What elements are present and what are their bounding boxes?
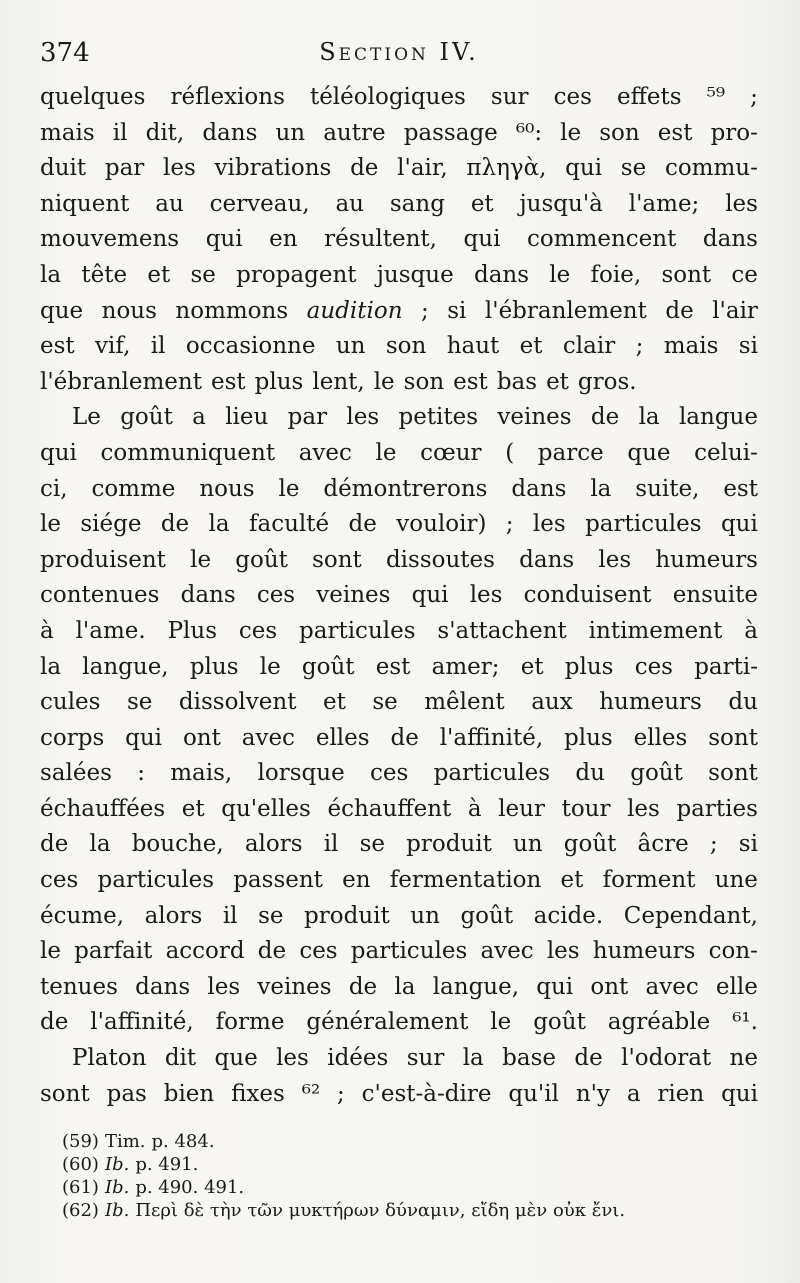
text-line: est vif, il occasionne un son haut et clair ; mais si	[40, 333, 758, 360]
text-line: Platon dit que les idées sur la base de l'odorat ne	[72, 1045, 758, 1072]
running-head: Section IV.	[319, 38, 479, 66]
footnote-reference: Ib.	[104, 1154, 130, 1175]
text-line: qui communiquent avec le cœur ( parce que celui-	[40, 439, 758, 466]
page-number: 374	[40, 38, 90, 68]
footnote-reference: Ib.	[104, 1200, 130, 1221]
text-line: duit par les vibrations de l'air, πληγὰ, qui se commu-	[40, 155, 758, 182]
text-line: sont pas bien fixes ⁶² ; c'est-à-dire qu'il n'y a rien qui	[40, 1080, 758, 1107]
footnotes	[62, 1130, 758, 1222]
footnote-text: p. 491.	[135, 1154, 199, 1175]
text-line: échauffées et qu'elles échauffent à leur tour les parties	[40, 795, 758, 822]
footnote-mark: (62)	[62, 1200, 99, 1221]
text-line: cules se dissolvent et se mêlent aux humeurs du	[40, 689, 758, 716]
text-line: de la bouche, alors il se produit un goût âcre ; si	[40, 831, 758, 858]
text-line: la tête et se propagent jusque dans le foie, sont ce	[40, 261, 758, 288]
footnote	[62, 1153, 758, 1176]
footnote-text: Περὶ δὲ τὴν τῶν μυκτήρων δύναμιν, εἴδη μὲν οὐκ ἔνι.	[135, 1200, 626, 1221]
text-line: niquent au cerveau, au sang et jusqu'à l'ame; les	[40, 190, 758, 217]
text-line: que nous nommons audition ; si l'ébranlement de l'air	[40, 297, 758, 324]
footnote-text: p. 484.	[151, 1131, 215, 1152]
text-line: salées : mais, lorsque ces particules du goût sont	[40, 760, 758, 787]
footnote-reference: Tim.	[104, 1131, 146, 1152]
text-line: écume, alors il se produit un goût acide. Cependant,	[40, 902, 758, 929]
footnote-mark: (60)	[62, 1154, 99, 1175]
text-line: l'ébranlement est plus lent, le son est bas et gros.	[40, 368, 637, 395]
text-line: le parfait accord de ces particules avec les humeurs con-	[40, 938, 758, 965]
body-text	[40, 80, 758, 1112]
text-line: mais il dit, dans un autre passage ⁶⁰: le son est pro-	[40, 119, 758, 146]
text-line: mouvemens qui en résultent, qui commencent dans	[40, 226, 758, 253]
text-line: la langue, plus le goût est amer; et plus ces parti-	[40, 653, 758, 680]
text-line: de l'affinité, forme généralement le goût agréable ⁶¹.	[40, 1009, 758, 1036]
text-line: Le goût a lieu par les petites veines de la langue	[72, 404, 758, 431]
footnote	[62, 1199, 758, 1222]
text-line: produisent le goût sont dissoutes dans les humeurs	[40, 546, 758, 573]
text-line: ces particules passent en fermentation et forment une	[40, 867, 758, 894]
page-header	[40, 38, 758, 78]
footnote-text: p. 490. 491.	[135, 1177, 245, 1198]
text-line: ci, comme nous le démontrerons dans la suite, est	[40, 475, 758, 502]
footnote-reference: Ib.	[104, 1177, 130, 1198]
footnote	[62, 1176, 758, 1199]
text-line: tenues dans les veines de la langue, qui ont avec elle	[40, 973, 758, 1000]
text-line: quelques réflexions téléologiques sur ces effets ⁵⁹ ;	[40, 84, 758, 110]
text-line: contenues dans ces veines qui les conduisent ensuite	[40, 582, 758, 609]
footnote-mark: (59)	[62, 1131, 99, 1152]
text-line: corps qui ont avec elles de l'affinité, plus elles sont	[40, 724, 758, 751]
footnote-mark: (61)	[62, 1177, 99, 1198]
text-line: à l'ame. Plus ces particules s'attachent intimement à	[40, 617, 758, 644]
footnote	[62, 1130, 758, 1153]
text-line: le siége de la faculté de vouloir) ; les particules qui	[40, 511, 758, 538]
